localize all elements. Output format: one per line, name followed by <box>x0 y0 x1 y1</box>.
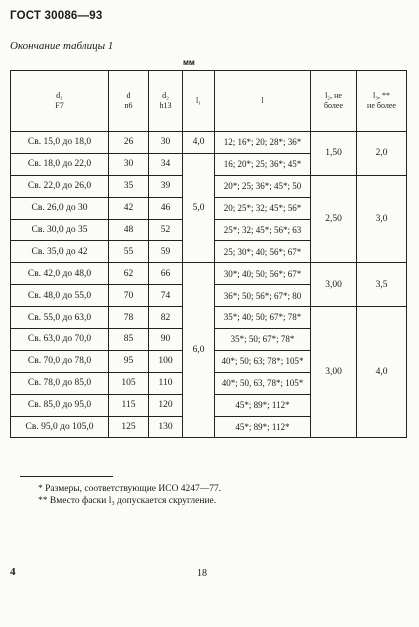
cell-l2: 2,50 <box>311 175 357 263</box>
cell-l1: 5,0 <box>183 153 215 262</box>
cell-d1: Св. 15,0 до 18,0 <box>11 132 109 154</box>
cell-d: 35 <box>109 175 149 197</box>
cell-d1: Св. 18,0 до 22,0 <box>11 153 109 175</box>
footer-mark: 4 <box>10 566 16 578</box>
header-d2: d₂ h13 <box>149 71 183 132</box>
cell-l3: 3,0 <box>357 175 407 263</box>
cell-d1: Св. 48,0 до 55,0 <box>11 285 109 307</box>
cell-l: 25*; 32; 45*; 56*; 63 <box>215 219 311 241</box>
cell-d2: 30 <box>149 132 183 154</box>
cell-l2: 3,00 <box>311 307 357 438</box>
cell-d2: 52 <box>149 219 183 241</box>
cell-l: 40*; 50; 63; 78*; 105* <box>215 350 311 372</box>
cell-d: 115 <box>109 394 149 416</box>
cell-d: 55 <box>109 241 149 263</box>
cell-l: 30*; 40; 50; 56*; 67* <box>215 263 311 285</box>
cell-l: 36*; 50; 56*; 67*; 80 <box>215 285 311 307</box>
cell-l: 45*; 89*; 112* <box>215 394 311 416</box>
cell-l: 12; 16*; 20; 28*; 36* <box>215 132 311 154</box>
table-header-row <box>11 71 407 132</box>
table-row <box>11 263 407 285</box>
cell-d: 26 <box>109 132 149 154</box>
cell-d: 85 <box>109 329 149 351</box>
cell-d: 30 <box>109 153 149 175</box>
cell-d1: Св. 70,0 до 78,0 <box>11 350 109 372</box>
cell-d2: 120 <box>149 394 183 416</box>
cell-d2: 66 <box>149 263 183 285</box>
cell-d: 62 <box>109 263 149 285</box>
footnote-iso: * Размеры, соответствующие ИСО 4247—77. <box>38 484 222 494</box>
cell-l3: 2,0 <box>357 132 407 176</box>
header-d1: d₁ F7 <box>11 71 109 132</box>
cell-l: 16; 20*; 25; 36*; 45* <box>215 153 311 175</box>
cell-d1: Св. 42,0 до 48,0 <box>11 263 109 285</box>
table-row <box>11 132 407 154</box>
unit-label: мм <box>183 58 195 67</box>
dimensions-table <box>10 70 407 438</box>
cell-d1: Св. 95,0 до 105,0 <box>11 416 109 438</box>
cell-d2: 46 <box>149 197 183 219</box>
footnote-chamfer: ** Вместо фаски l₃ допускается скругление. <box>38 496 217 507</box>
header-l3: l₃, ** не более <box>357 71 407 132</box>
cell-d2: 34 <box>149 153 183 175</box>
cell-d1: Св. 78,0 до 85,0 <box>11 372 109 394</box>
standard-header: ГОСТ 30086—93 <box>10 10 103 22</box>
cell-d1: Св. 30,0 до 35 <box>11 219 109 241</box>
cell-d2: 110 <box>149 372 183 394</box>
cell-l: 25; 30*; 40; 56*; 67* <box>215 241 311 263</box>
footnote-divider <box>20 476 113 477</box>
header-d: d n6 <box>109 71 149 132</box>
cell-d: 70 <box>109 285 149 307</box>
cell-d2: 82 <box>149 307 183 329</box>
cell-d: 48 <box>109 219 149 241</box>
cell-d1: Св. 35,0 до 42 <box>11 241 109 263</box>
cell-d1: Св. 85,0 до 95,0 <box>11 394 109 416</box>
cell-d2: 59 <box>149 241 183 263</box>
cell-l: 35*; 40; 50; 67*; 78* <box>215 307 311 329</box>
cell-d2: 90 <box>149 329 183 351</box>
cell-d: 42 <box>109 197 149 219</box>
cell-l2: 3,00 <box>311 263 357 307</box>
cell-l: 35*; 50; 67*; 78* <box>215 329 311 351</box>
cell-d2: 74 <box>149 285 183 307</box>
cell-d2: 39 <box>149 175 183 197</box>
cell-d: 78 <box>109 307 149 329</box>
cell-d: 95 <box>109 350 149 372</box>
cell-d2: 130 <box>149 416 183 438</box>
cell-l: 20*; 25; 36*; 45*; 50 <box>215 175 311 197</box>
cell-d1: Св. 55,0 до 63,0 <box>11 307 109 329</box>
cell-d: 125 <box>109 416 149 438</box>
cell-l3: 3,5 <box>357 263 407 307</box>
cell-l: 40*; 50, 63, 78*; 105* <box>215 372 311 394</box>
cell-l2: 1,50 <box>311 132 357 176</box>
cell-l1: 6,0 <box>183 263 215 438</box>
cell-d1: Св. 22,0 до 26,0 <box>11 175 109 197</box>
cell-d2: 100 <box>149 350 183 372</box>
table-caption: Окончание таблицы 1 <box>10 40 114 52</box>
cell-d1: Св. 26,0 до 30 <box>11 197 109 219</box>
cell-l1: 4,0 <box>183 132 215 154</box>
cell-l: 45*; 89*; 112* <box>215 416 311 438</box>
page-number: 18 <box>197 568 207 579</box>
cell-d: 105 <box>109 372 149 394</box>
header-l2: l₂, не более <box>311 71 357 132</box>
cell-l3: 4,0 <box>357 307 407 438</box>
cell-d1: Св. 63,0 до 70,0 <box>11 329 109 351</box>
cell-l: 20; 25*; 32; 45*; 56* <box>215 197 311 219</box>
footnotes <box>38 483 221 508</box>
header-l: l <box>215 71 311 132</box>
header-l1: l₁ <box>183 71 215 132</box>
